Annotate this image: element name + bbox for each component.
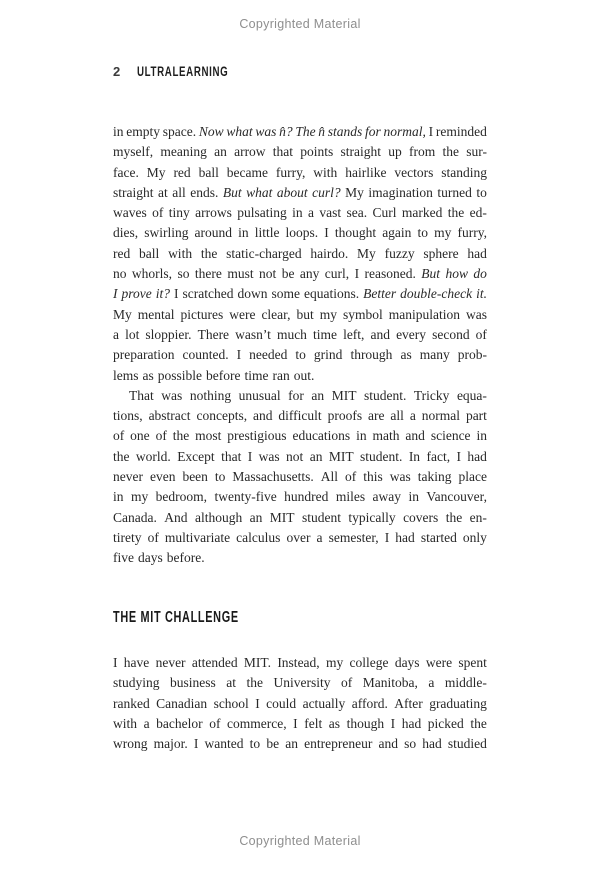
text-line: in my bedroom, twenty-five hundred miles away in Vancouver, xyxy=(113,489,487,505)
text-line: a lot sloppier. There wasn’t much time left, and every second of xyxy=(113,326,487,342)
text-line: tirety of multivariate calculus over a semester, I had started only xyxy=(113,529,487,545)
text-line: waves of tiny arrows pulsating in a vast sea. Curl marked the ed- xyxy=(113,205,487,221)
text-line: straight at all ends. But what about curl? My imagination turned to xyxy=(113,184,487,200)
text-line: Canada. And although an MIT student typically covers the en- xyxy=(113,509,487,525)
text-line: five days before. xyxy=(113,550,205,566)
running-title: ULTRALEARNING xyxy=(137,64,229,79)
section-heading: THE MIT CHALLENGE xyxy=(113,609,239,626)
text-line: lems as possible before time ran out. xyxy=(113,367,315,383)
text-line: studying business at the University of Manitoba, a middle- xyxy=(113,675,487,691)
text-line: with a bachelor of commerce, I felt as though I had picked the xyxy=(113,715,487,731)
text-line: wrong major. I wanted to be an entrepreneur and so had studied xyxy=(113,736,487,752)
page-number: 2 xyxy=(113,64,121,79)
text-line: face. My red ball became furry, with hairlike vectors standing xyxy=(113,164,487,180)
copyright-notice-bottom: Copyrighted Material xyxy=(239,834,361,848)
text-line: My mental pictures were clear, but my symbol manipulation was xyxy=(113,306,487,322)
text-line: tions, abstract concepts, and difficult proofs are all a normal part xyxy=(113,408,487,424)
copyright-notice-top: Copyrighted Material xyxy=(239,17,361,31)
text-line: I have never attended MIT. Instead, my college days were spent xyxy=(113,655,487,670)
text-line: in empty space. Now what was n̂? The n̂ stands for normal, I reminded xyxy=(113,124,487,139)
text-line: red ball with the static-charged hairdo. My fuzzy sphere had xyxy=(113,245,487,261)
body-text-block-1 xyxy=(113,122,487,569)
page-header xyxy=(113,64,264,79)
text-line: myself, meaning an arrow that points straight up from the sur- xyxy=(113,144,487,160)
text-line: That was nothing unusual for an MIT student. Tricky equa- xyxy=(129,387,487,403)
text-line: preparation counted. I needed to grind through as many prob- xyxy=(113,347,487,363)
text-line: dies, swirling around in little loops. I thought again to my furry, xyxy=(113,225,487,241)
body-text-block-2 xyxy=(113,653,487,754)
text-line: never even been to Massachusetts. All of this was taking place xyxy=(113,469,487,485)
text-line: I prove it? I scratched down some equations. Better double-check it. xyxy=(113,286,487,302)
text-line: no whorls, so there must not be any curl, I reasoned. But how do xyxy=(113,266,487,282)
text-line: the world. Except that I was not an MIT student. In fact, I had xyxy=(113,448,487,464)
text-line: of one of the most prestigious educations in math and science in xyxy=(113,428,487,444)
text-line: ranked Canadian school I could actually afford. After graduating xyxy=(113,695,487,711)
